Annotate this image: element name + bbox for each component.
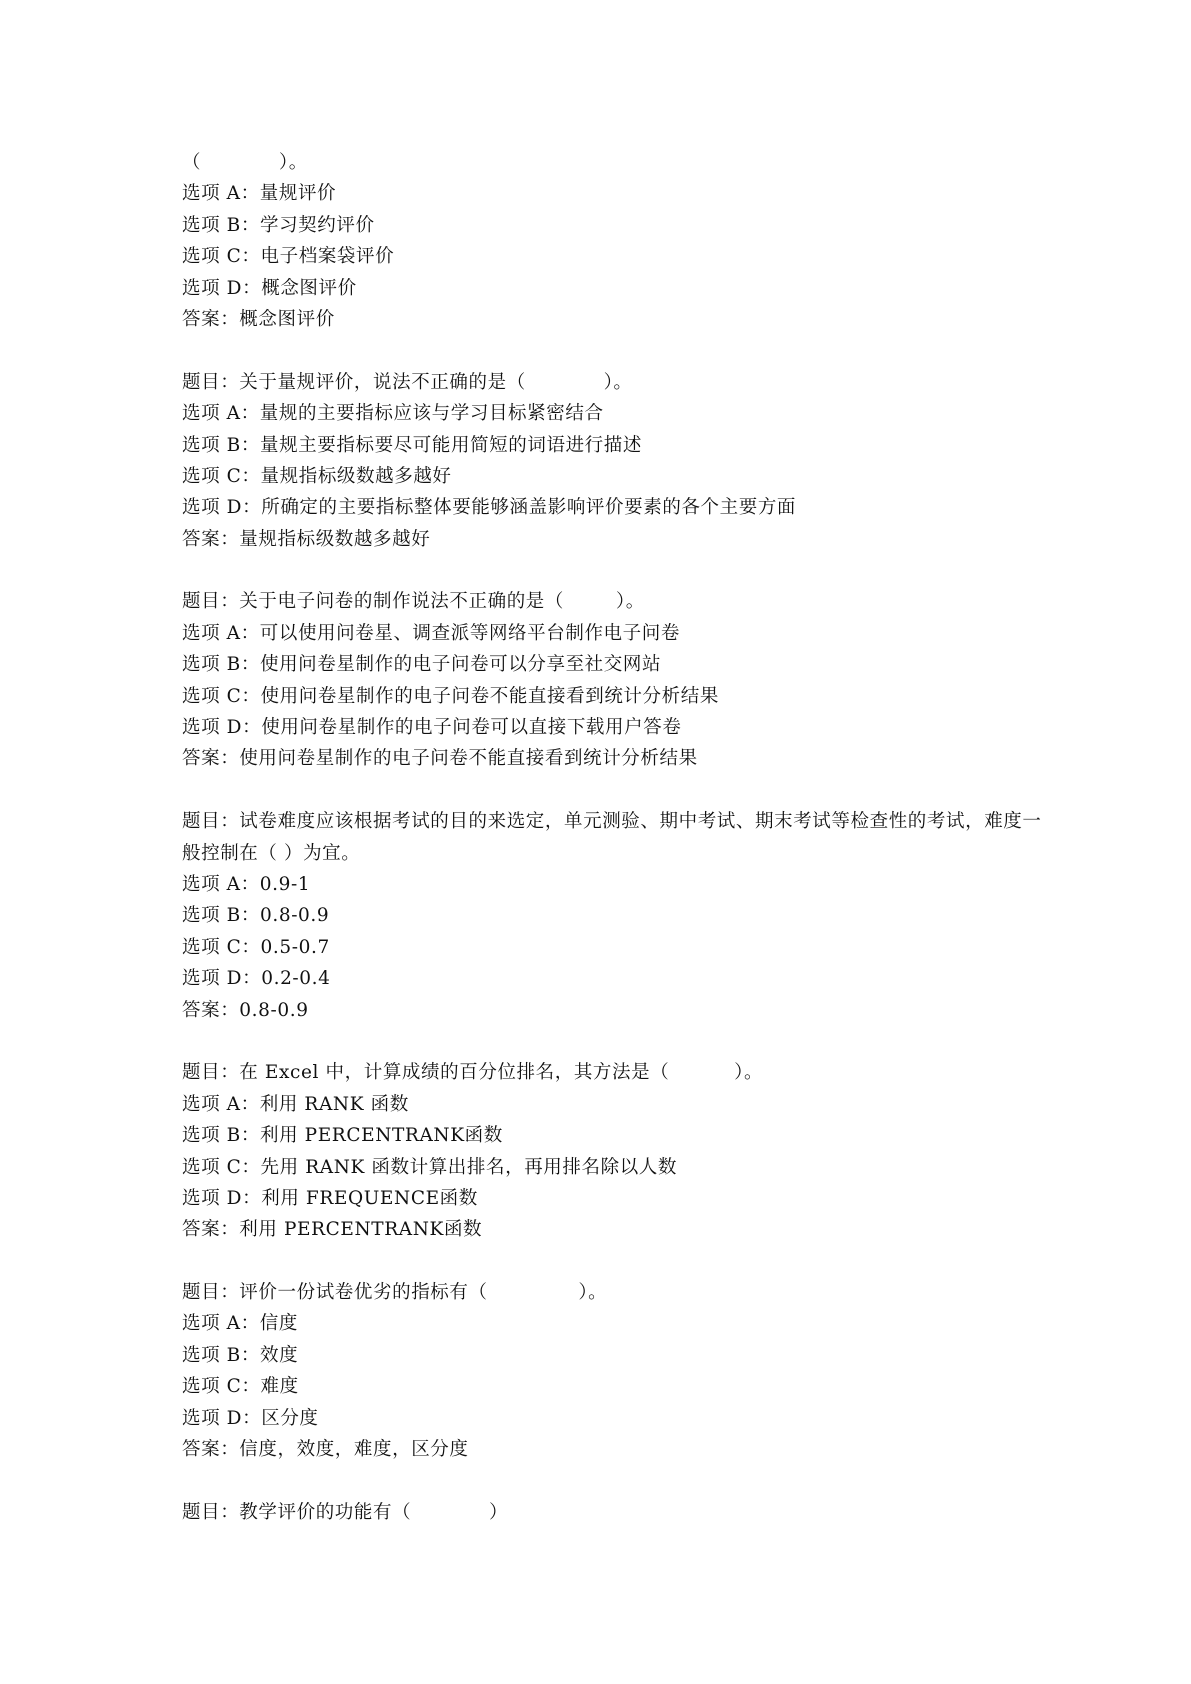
question-list <box>182 147 1042 1528</box>
option-c: 选项 C：难度 <box>182 1376 299 1398</box>
option-a: 选项 A：量规评价 <box>182 183 337 205</box>
answer-text: 答案：利用 PERCENTRANK函数 <box>182 1219 483 1241</box>
answer-text: 答案：量规指标级数越多越好 <box>182 528 431 550</box>
option-c: 选项 C：电子档案袋评价 <box>182 246 395 268</box>
option-b: 选项 B：利用 PERCENTRANK函数 <box>182 1125 503 1147</box>
answer-text: 答案：0.8-0.9 <box>182 999 309 1021</box>
question-text: （ ）。 <box>182 152 308 173</box>
option-a: 选项 A：0.9-1 <box>182 874 311 896</box>
option-d: 选项 D：区分度 <box>182 1407 319 1429</box>
question-block <box>182 1497 1042 1528</box>
option-d: 选项 D：0.2-0.4 <box>182 968 331 990</box>
option-a: 选项 A：信度 <box>182 1313 298 1335</box>
question-text: 题目：评价一份试卷优劣的指标有（ ）。 <box>182 1282 608 1304</box>
option-a: 选项 A：量规的主要指标应该与学习目标紧密结合 <box>182 403 604 425</box>
block-spacer <box>182 1246 1042 1277</box>
answer-text: 答案：概念图评价 <box>182 308 335 330</box>
question-text: 题目：在 Excel 中，计算成绩的百分位排名，其方法是（ ）。 <box>182 1062 764 1084</box>
option-d: 选项 D：所确定的主要指标整体要能够涵盖影响评价要素的各个主要方面 <box>182 497 797 519</box>
option-b: 选项 B：效度 <box>182 1344 299 1366</box>
option-d: 选项 D：使用问卷星制作的电子问卷可以直接下载用户答卷 <box>182 717 682 739</box>
block-spacer <box>182 1465 1042 1496</box>
option-c: 选项 C：0.5-0.7 <box>182 936 330 958</box>
question-block <box>182 147 1042 335</box>
question-text: 题目：教学评价的功能有（ ） <box>182 1501 509 1523</box>
option-a: 选项 A：利用 RANK 函数 <box>182 1093 409 1115</box>
question-block <box>182 367 1042 555</box>
option-b: 选项 B：0.8-0.9 <box>182 905 330 927</box>
question-block <box>182 1057 1042 1245</box>
question-text: 题目：关于量规评价，说法不正确的是（ ）。 <box>182 371 633 393</box>
question-text: 题目：关于电子问卷的制作说法不正确的是（ ）。 <box>182 591 645 613</box>
option-b: 选项 B：使用问卷星制作的电子问卷可以分享至社交网站 <box>182 654 662 676</box>
question-block <box>182 1277 1042 1465</box>
answer-text: 答案：使用问卷星制作的电子问卷不能直接看到统计分析结果 <box>182 748 698 770</box>
option-b: 选项 B：量规主要指标要尽可能用简短的词语进行描述 <box>182 434 642 456</box>
option-d: 选项 D：利用 FREQUENCE函数 <box>182 1187 478 1209</box>
block-spacer <box>182 555 1042 586</box>
option-c: 选项 C：先用 RANK 函数计算出排名，再用排名除以人数 <box>182 1156 677 1178</box>
option-b: 选项 B：学习契约评价 <box>182 214 375 236</box>
option-c: 选项 C：量规指标级数越多越好 <box>182 465 452 487</box>
question-text: 题目：试卷难度应该根据考试的目的来选定，单元测验、期中考试、期末考试等检查性的考试，难度一般控制在（ ）为宜。 <box>182 811 1042 864</box>
question-block <box>182 586 1042 774</box>
option-d: 选项 D：概念图评价 <box>182 277 357 299</box>
option-c: 选项 C：使用问卷星制作的电子问卷不能直接看到统计分析结果 <box>182 685 719 707</box>
block-spacer <box>182 1026 1042 1057</box>
block-spacer <box>182 335 1042 366</box>
question-block <box>182 806 1042 1026</box>
answer-text: 答案：信度，效度，难度，区分度 <box>182 1439 469 1461</box>
option-a: 选项 A：可以使用问卷星、调查派等网络平台制作电子问卷 <box>182 622 680 644</box>
block-spacer <box>182 775 1042 806</box>
